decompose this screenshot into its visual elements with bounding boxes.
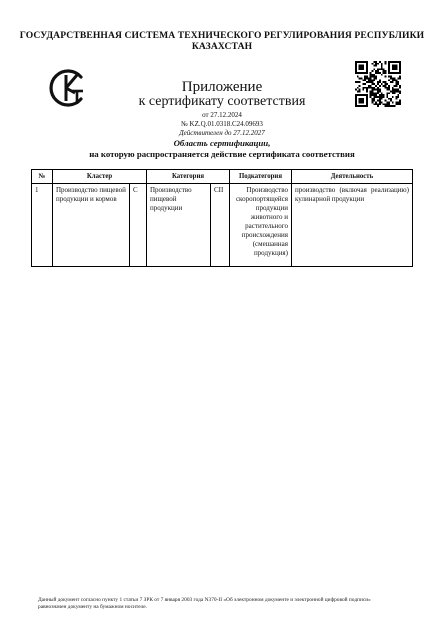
certification-scope-table: [31, 169, 413, 267]
header-title-line-2: КАЗАХСТАН: [191, 41, 253, 52]
valid-until: Действителен до 27.12.2027: [179, 129, 265, 137]
table-header-row: [32, 170, 413, 184]
legal-footer: [38, 597, 408, 611]
certificate-number: № KZ.Q.01.0318.C24.09693: [181, 120, 263, 128]
scope-heading: Область сертификации,: [173, 138, 271, 148]
header-number: №: [32, 170, 53, 184]
document-title: Приложение: [181, 79, 263, 95]
header-cluster: Кластер: [53, 170, 147, 184]
footer-line-2: равнозначен документу на бумажном носителе.: [38, 604, 148, 610]
document-subtitle: к сертификату соответствия: [138, 94, 306, 109]
subcategory-cell: Производство скоропортящейся продукции животного и растительного происхождения (смешанная продукция): [230, 184, 292, 267]
activity-cell: производство (включая реализацию) кулинарной продукции: [292, 184, 413, 267]
table-row: [32, 184, 413, 267]
row-number: 1: [32, 184, 53, 267]
cluster-cell: Производство пищевой продукции и кормов: [53, 184, 130, 267]
footer-line-1: Данный документ согласно пункту 1 статьи 7 ЗРК от 7 января 2003 года N370-II «Об электронном документе и электронной цифровой подписи»: [38, 597, 371, 603]
subcategory-code-cell: CII: [211, 184, 230, 267]
category-cell: Производство пищевой продукции: [147, 184, 211, 267]
scope-subheading: на которую распространяется действие сертификата соответствия: [89, 149, 355, 159]
issue-date: от 27.12.2024: [202, 111, 242, 119]
header-title-line-1: ГОСУДАРСТВЕННАЯ СИСТЕМА ТЕХНИЧЕСКОГО РЕГУЛИРОВАНИЯ РЕСПУБЛИКИ: [19, 30, 425, 41]
cluster-code-cell: C: [130, 184, 147, 267]
header-subcategory: Подкатегория: [230, 170, 292, 184]
header-activity: Деятельность: [292, 170, 413, 184]
header-category: Категория: [147, 170, 230, 184]
